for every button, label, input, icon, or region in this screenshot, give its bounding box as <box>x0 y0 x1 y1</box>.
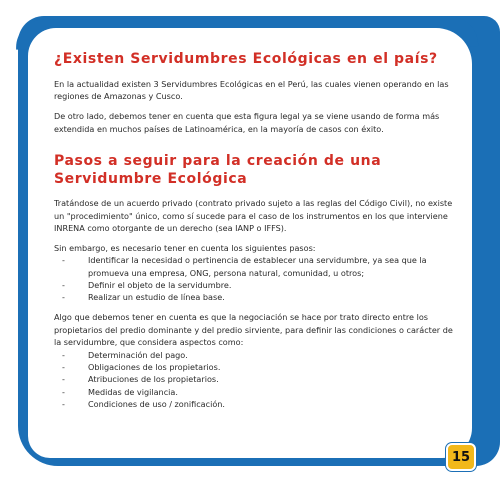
page-card <box>28 28 472 458</box>
heading-pasos-line1: Pasos a seguir para la creación de una <box>54 153 382 170</box>
list-item: - Identificar la necesidad o pertinencia de establecer una servidumbre, ya sea que la promueva una empresa, ONG, persona natural, comunidad, u otros; <box>62 255 427 278</box>
paragraph-existen-1: En la actualidad existen 3 Servidumbres Ecológicas en el Perú, las cuales vienen operando en las regiones de Amazonas y Cusco. <box>54 79 449 102</box>
heading-existen: ¿Existen Servidumbres Ecológicas en el país? <box>54 51 438 67</box>
heading-pasos-line2: Servidumbre Ecológica <box>54 171 248 188</box>
heading-pasos <box>54 152 458 188</box>
paragraph-pasos-2: Sin embargo, es necesario tener en cuenta los siguientes pasos: <box>54 242 316 253</box>
list-item: - Determinación del pago. <box>62 349 188 360</box>
page-number-badge: 15 <box>446 443 476 471</box>
list-item: - Atribuciones de los propietarios. <box>62 374 219 385</box>
page-content <box>54 50 458 411</box>
paragraph-existen-2: De otro lado, debemos tener en cuenta que esta figura legal ya se viene usando de forma más extendida en muchos países de Latinoamérica, en la mayoría de casos con éxito. <box>54 111 440 134</box>
list-item: - Realizar un estudio de línea base. <box>62 292 225 303</box>
list-item: - Condiciones de uso / zonificación. <box>62 399 225 410</box>
list-item: - Obligaciones de los propietarios. <box>62 362 221 372</box>
steps-list <box>54 254 458 304</box>
aspects-list <box>54 349 458 411</box>
list-item: - Medidas de vigilancia. <box>62 386 178 397</box>
list-item: - Definir el objeto de la servidumbre. <box>62 280 232 291</box>
paragraph-pasos-3: Algo que debemos tener en cuenta es que la negociación se hace por trato directo entre los propietarios del predio dominante y del predio sirviente, para definir las condiciones o carácter de la servidumbre, que considera aspectos como: <box>54 312 453 348</box>
paragraph-pasos-1: Tratándose de un acuerdo privado (contrato privado sujeto a las reglas del Código Civil), no existe un "procedimiento" único, como sí sucede para el caso de los instrumentos en los que interviene INRENA como otorgante de un derecho (sea IANP o IFFS). <box>54 198 453 233</box>
